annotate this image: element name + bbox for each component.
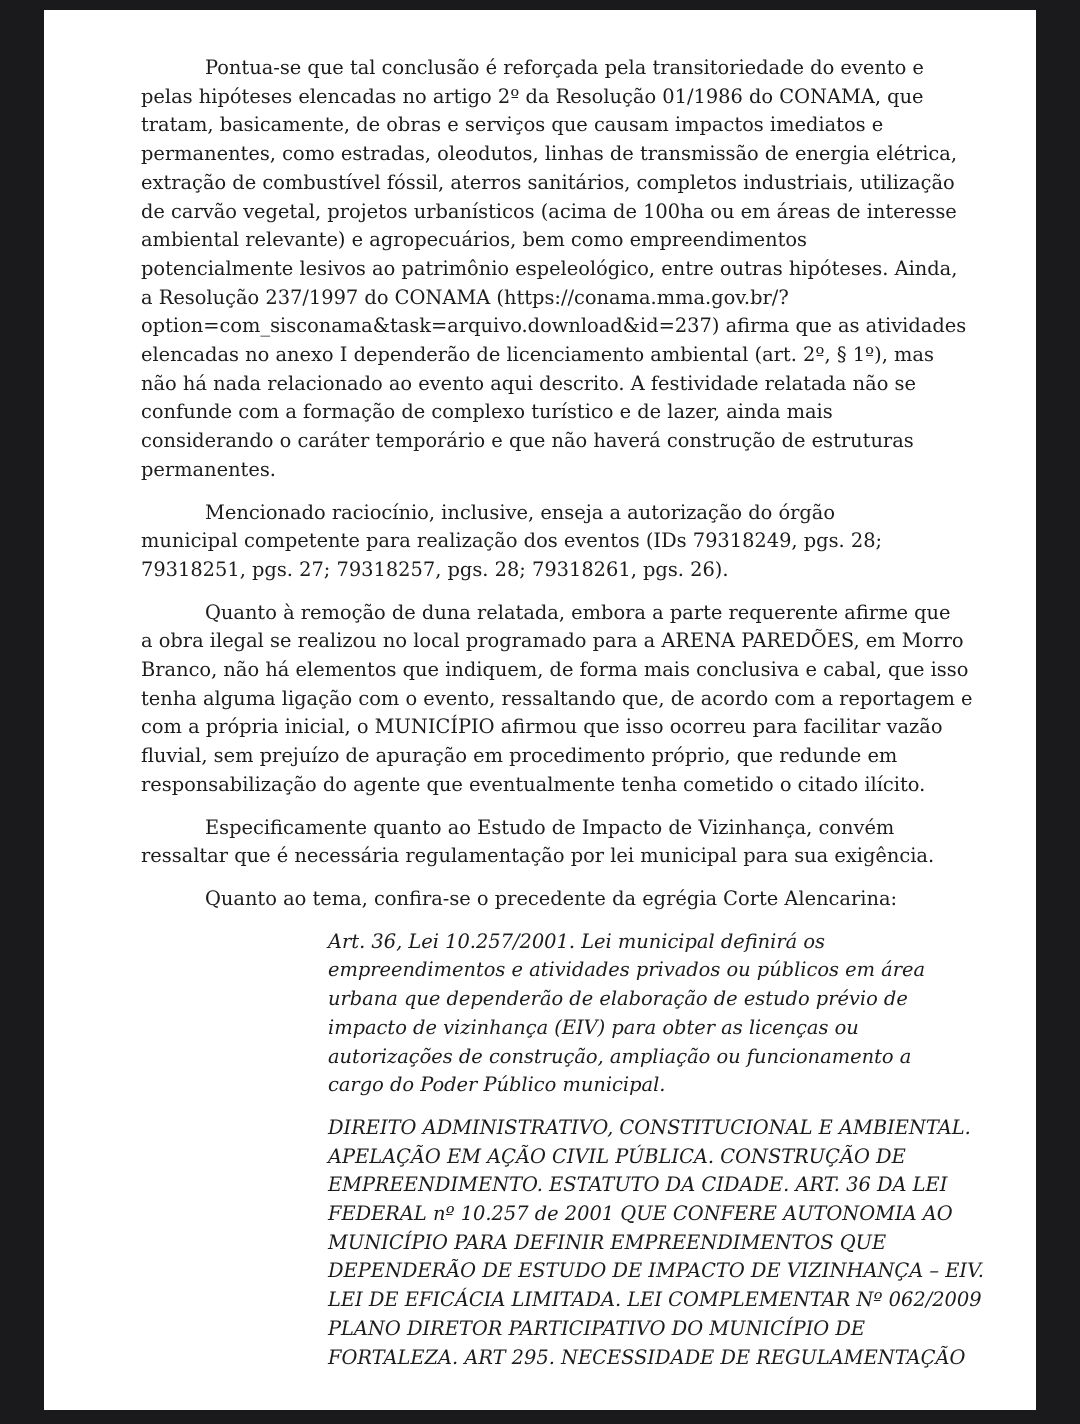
text-line: ambiental relevante) e agropecuários, bem como empreendimentos [141,228,808,252]
text-line: permanentes. [141,457,276,481]
text-line: Mencionado raciocínio, inclusive, enseja a autorização do órgão [205,500,836,524]
quote-line: DEPENDERÃO DE ESTUDO DE IMPACTO DE VIZINHANÇA – EIV. [328,1259,984,1283]
text-line: responsabilização do agente que eventualmente tenha cometido o citado ilícito. [141,772,926,796]
text-line: elencadas no anexo I dependerão de licenciamento ambiental (art. 2º, § 1º), mas [141,343,934,367]
text-line: Branco, não há elementos que indiquem, de forma mais conclusiva e cabal, que isso [141,658,969,682]
text-line: Especificamente quanto ao Estudo de Impacto de Vizinhança, convém [205,815,895,839]
text-line: potencialmente lesivos ao patrimônio espeleológico, entre outras hipóteses. Ainda, [141,256,958,280]
quote-line: impacto de vizinhança (EIV) para obter as licenças ou [328,1015,859,1039]
text-line: fluvial, sem prejuízo de apuração em procedimento próprio, que redunde em [141,744,898,768]
text-line: option=com_sisconama&task=arquivo.download&id=237) afirma que as atividades [141,314,967,338]
text-line: permanentes, como estradas, oleodutos, linhas de transmissão de energia elétrica, [141,142,957,166]
text-line: Quanto à remoção de duna relatada, embora a parte requerente afirme que [205,600,951,624]
text-line: pelas hipóteses elencadas no artigo 2º da Resolução 01/1986 do CONAMA, que [141,84,924,108]
quote-line: PLANO DIRETOR PARTICIPATIVO DO MUNICÍPIO DE [328,1316,866,1340]
quote-line: cargo do Poder Público municipal. [328,1073,666,1097]
text-line: 79318251, pgs. 27; 79318257, pgs. 28; 79318261, pgs. 26). [141,557,729,581]
quote-line: MUNICÍPIO PARA DEFINIR EMPREENDIMENTOS QUE [328,1230,887,1254]
text-line: considerando o caráter temporário e que não haverá construção de estruturas [141,429,914,453]
paragraph-3 [141,599,973,800]
text-line: confunde com a formação de complexo turístico e de lazer, ainda mais [141,400,833,424]
quote-line: FORTALEZA. ART 295. NECESSIDADE DE REGULAMENTAÇÃO [328,1345,966,1369]
quote-line: empreendimentos e atividades privados ou públicos em área [328,958,926,982]
text-line: com a própria inicial, o MUNICÍPIO afirmou que isso ocorreu para facilitar vazão [141,715,943,739]
paragraph-1 [141,54,967,485]
text-line: de carvão vegetal, projetos urbanísticos (acima de 100ha ou em áreas de interesse [141,199,957,223]
paragraph-2 [141,499,940,585]
quote-line: LEI DE EFICÁCIA LIMITADA. LEI COMPLEMENTAR Nº 062/2009 [328,1288,982,1312]
text-line: não há nada relacionado ao evento aqui descrito. A festividade relatada não se [141,371,916,395]
quote-line: DIREITO ADMINISTRATIVO, CONSTITUCIONAL E AMBIENTAL. [328,1115,971,1139]
quote-line: autorizações de construção, ampliação ou funcionamento a [328,1044,912,1068]
text-line: Pontua-se que tal conclusão é reforçada pela transitoriedade do evento e [205,56,924,79]
quote-line: Art. 36, Lei 10.257/2001. Lei municipal definirá os [328,929,825,953]
quote-line: urbana que dependerão de elaboração de estudo prévio de [328,987,908,1011]
text-line: tenha alguma ligação com o evento, ressaltando que, de acordo com a reportagem e [141,686,973,710]
text-line: tratam, basicamente, de obras e serviços que causam impactos imediatos e [141,113,884,137]
paragraph-5 [141,885,940,914]
text-line: a obra ilegal se realizou no local programado para a ARENA PAREDÕES, em Morro [141,629,964,653]
paragraph-4 [141,814,940,871]
quote-line: FEDERAL nº 10.257 de 2001 QUE CONFERE AUTONOMIA AO [328,1202,953,1226]
text-line: Quanto ao tema, confira-se o precedente da egrégia Corte Alencarina: [205,886,898,910]
text-line: ressaltar que é necessária regulamentação por lei municipal para sua exigência. [141,844,935,868]
block-quote-2 [328,1114,984,1372]
block-quote-1 [328,928,940,1100]
quote-line: EMPREENDIMENTO. ESTATUTO DA CIDADE. ART. 36 DA LEI [328,1173,948,1197]
text-line: extração de combustível fóssil, aterros sanitários, completos industriais, utilização [141,170,955,194]
text-line: a Resolução 237/1997 do CONAMA (https://conama.mma.gov.br/? [141,285,789,309]
document-page [44,10,1036,1410]
quote-line: APELAÇÃO EM AÇÃO CIVIL PÚBLICA. CONSTRUÇÃO DE [328,1144,906,1168]
text-line: municipal competente para realização dos eventos (IDs 79318249, pgs. 28; [141,529,883,553]
